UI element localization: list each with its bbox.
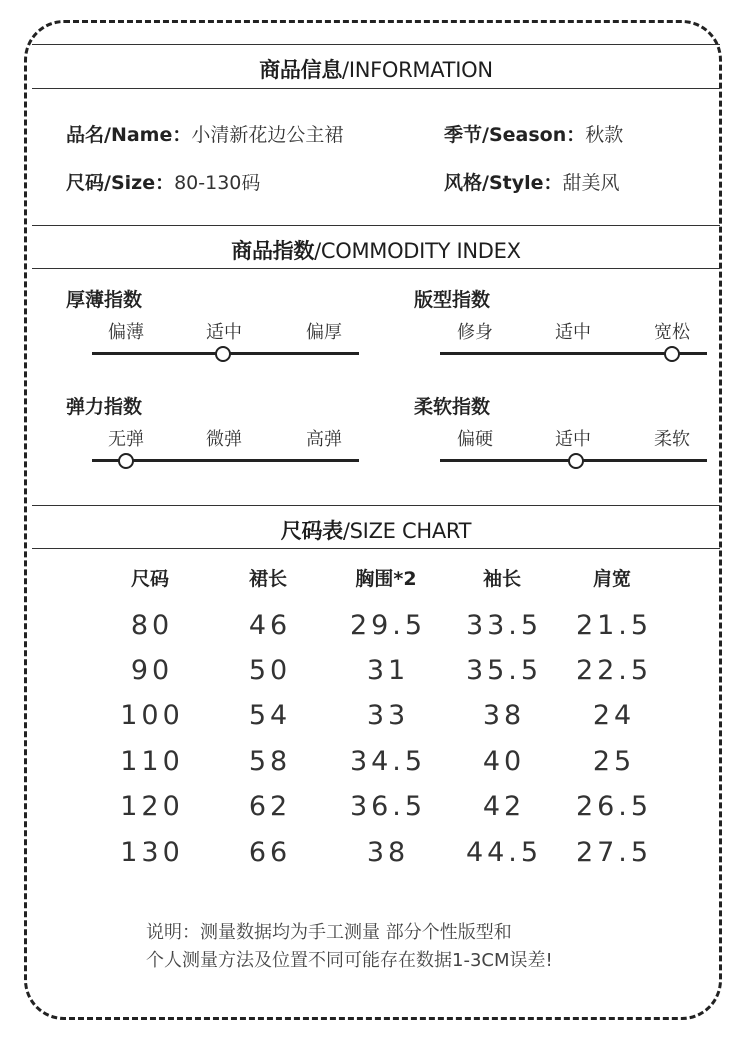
elasticity-option: 无弹 [108,429,144,450]
style-row [444,168,620,195]
table-cell: 62 [248,791,292,822]
column-header-sleeve: 袖长 [482,568,521,590]
note-line-2: 个人测量方法及位置不同可能存在数据1-3CM误差! [146,950,553,971]
thickness-option: 偏薄 [108,322,144,343]
table-cell: 34.5 [349,746,427,777]
table-cell: 40 [482,746,526,777]
divider-line [32,44,720,45]
softness-option: 适中 [555,429,591,450]
elasticity-index-label: 弹力指数 [66,396,143,418]
softness-option: 柔软 [654,429,690,450]
table-cell: 33 [366,700,410,731]
fit-option: 宽松 [654,322,690,343]
column-header-skirt-length: 裙长 [248,568,287,590]
table-cell: 100 [120,700,184,731]
info-title-en: /INFORMATION [342,58,493,82]
size-label: 尺码/Size： [66,172,175,194]
note-line-1: 说明：测量数据均为手工测量 部分个性版型和 [146,922,512,943]
divider-line [32,505,720,506]
column-header-size: 尺码 [130,568,169,590]
divider-line [32,548,720,549]
thickness-indicator-dot [215,346,231,362]
table-cell: 31 [366,655,410,686]
table-cell: 27.5 [575,837,653,868]
table-cell: 25 [592,746,636,777]
season-label: 季节/Season： [444,124,586,146]
table-cell: 35.5 [465,655,543,686]
fit-indicator-dot [664,346,680,362]
index-section-title [32,235,720,265]
table-cell: 22.5 [575,655,653,686]
table-cell: 42 [482,791,526,822]
fit-option: 修身 [457,322,493,343]
table-cell: 80 [130,610,174,641]
softness-index-label: 柔软指数 [414,396,491,418]
index-title-cn: 商品指数 [231,239,315,263]
table-cell: 110 [120,746,184,777]
size-chart-title-cn: 尺码表 [280,519,343,543]
table-cell: 120 [120,791,184,822]
elasticity-indicator-dot [118,453,134,469]
softness-option: 偏硬 [457,429,493,450]
fit-index-label: 版型指数 [414,289,491,311]
thickness-option: 偏厚 [306,322,342,343]
name-label: 品名/Name： [66,124,192,146]
divider-line [32,225,720,226]
info-section-title [32,54,720,84]
table-cell: 29.5 [349,610,427,641]
elasticity-option: 高弹 [306,429,342,450]
name-value: 小清新花边公主裙 [191,124,344,146]
season-row [444,120,623,147]
table-cell: 50 [248,655,292,686]
table-cell: 90 [130,655,174,686]
table-cell: 130 [120,837,184,868]
thickness-index-label: 厚薄指数 [66,289,143,311]
table-cell: 24 [592,700,636,731]
table-cell: 36.5 [349,791,427,822]
divider-line [32,268,720,269]
size-chart-title-en: /SIZE CHART [342,519,472,543]
divider-line [32,88,720,89]
table-cell: 38 [366,837,410,868]
table-cell: 66 [248,837,292,868]
table-cell: 38 [482,700,526,731]
table-cell: 46 [248,610,292,641]
name-row [66,120,343,147]
thickness-option: 适中 [206,322,242,343]
table-cell: 26.5 [575,791,653,822]
season-value: 秋款 [585,124,624,146]
softness-indicator-dot [568,453,584,469]
size-chart-title [32,515,720,545]
fit-option: 适中 [555,322,591,343]
table-cell: 58 [248,746,292,777]
table-cell: 33.5 [465,610,543,641]
table-cell: 44.5 [465,837,543,868]
info-title-cn: 商品信息 [259,58,343,82]
style-value: 甜美风 [562,172,620,194]
index-title-en: /COMMODITY INDEX [314,239,521,263]
elasticity-option: 微弹 [206,429,242,450]
size-value: 80-130码 [174,172,261,194]
style-label: 风格/Style： [444,172,563,194]
size-row [66,168,260,195]
column-header-shoulder: 肩宽 [592,568,631,590]
table-cell: 54 [248,700,292,731]
table-cell: 21.5 [575,610,653,641]
column-header-chest: 胸围*2 [355,568,417,590]
